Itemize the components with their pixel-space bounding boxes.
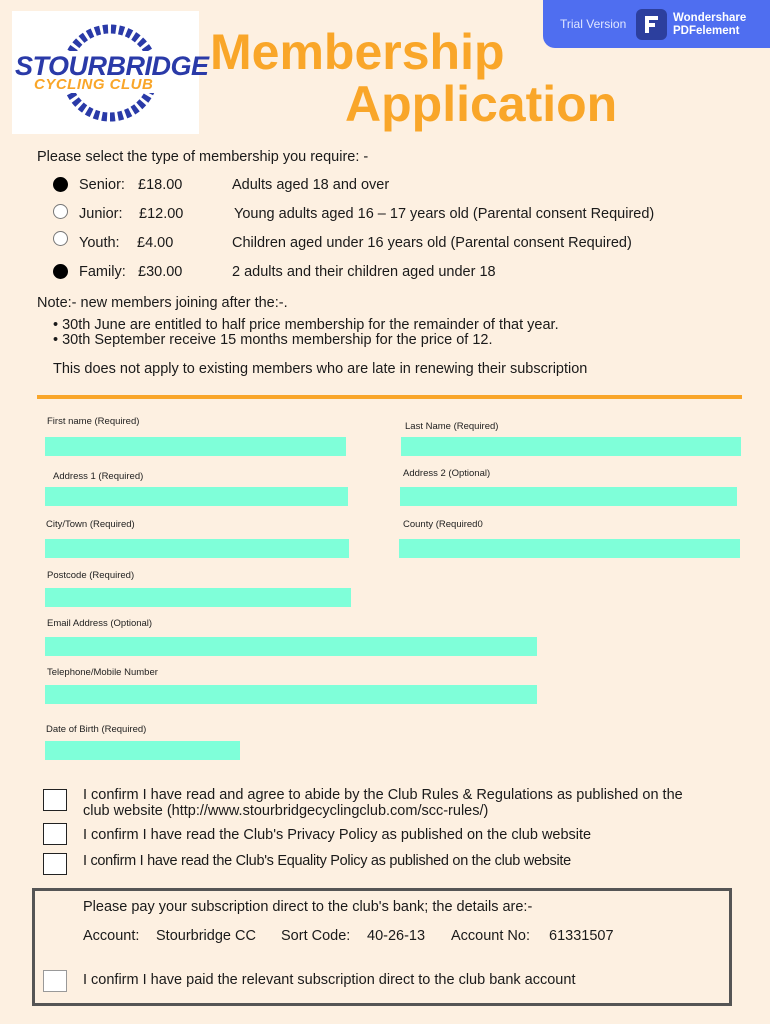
address1-field[interactable] bbox=[45, 487, 348, 506]
paid-checkbox[interactable] bbox=[43, 970, 67, 992]
privacy-checkbox[interactable] bbox=[43, 823, 67, 845]
radio-senior[interactable] bbox=[53, 177, 68, 192]
option-family-name: Family: bbox=[79, 264, 126, 280]
telephone-field[interactable] bbox=[45, 685, 537, 704]
logo-text-stourbridge: STOURBRIDGE bbox=[15, 51, 209, 81]
option-family-price: £30.00 bbox=[138, 264, 183, 280]
option-junior-description: Young adults aged 16 – 17 years old (Parental consent Required) bbox=[234, 206, 655, 222]
city-field[interactable] bbox=[45, 539, 349, 558]
radio-family[interactable] bbox=[53, 264, 68, 279]
equality-checkbox[interactable] bbox=[43, 853, 67, 875]
paid-confirm-text: I confirm I have paid the relevant subscription direct to the club bank account bbox=[83, 972, 576, 988]
rules-confirm-text: I confirm I have read and agree to abide by the Club Rules & Regulations as published on the club website (http://www.stourbridgecyclingclub.com/scc-rules/) bbox=[83, 787, 683, 819]
bank-instruction: Please pay your subscription direct to the club's bank; the details are:- bbox=[83, 899, 533, 915]
rules-checkbox[interactable] bbox=[43, 789, 67, 811]
note-bullet-september: • 30th September receive 15 months membership for the price of 12. bbox=[53, 332, 493, 348]
option-youth-name: Youth: bbox=[79, 235, 120, 251]
club-logo bbox=[12, 11, 209, 134]
radio-junior[interactable] bbox=[53, 204, 68, 219]
page-title-line2: Application bbox=[345, 76, 618, 132]
telephone-label: Telephone/Mobile Number bbox=[47, 667, 158, 678]
sort-code-value: 40-26-13 bbox=[367, 928, 426, 944]
trial-version-label: Trial Version bbox=[560, 17, 627, 31]
sort-code-label: Sort Code: bbox=[281, 928, 351, 944]
option-youth-description: Children aged under 16 years old (Parental consent Required) bbox=[232, 235, 632, 251]
address1-label: Address 1 (Required) bbox=[53, 471, 144, 482]
address2-label: Address 2 (Optional) bbox=[403, 468, 491, 479]
privacy-confirm-text: I confirm I have read the Club's Privacy Policy as published on the club website bbox=[83, 827, 592, 843]
section-divider bbox=[37, 395, 742, 399]
first-name-label: First name (Required) bbox=[47, 416, 140, 427]
radio-youth[interactable] bbox=[53, 231, 68, 246]
note-bullet-june: • 30th June are entitled to half price membership for the remainder of that year. bbox=[53, 317, 559, 333]
email-label: Email Address (Optional) bbox=[47, 618, 153, 629]
option-senior-price: £18.00 bbox=[138, 177, 183, 193]
option-junior-name: Junior: bbox=[79, 206, 123, 222]
dob-field[interactable] bbox=[45, 741, 240, 760]
option-youth-price: £4.00 bbox=[137, 235, 174, 251]
account-value: Stourbridge CC bbox=[156, 928, 256, 944]
dob-label: Date of Birth (Required) bbox=[46, 724, 147, 735]
postcode-field[interactable] bbox=[45, 588, 351, 607]
postcode-label: Postcode (Required) bbox=[47, 570, 135, 581]
email-field[interactable] bbox=[45, 637, 537, 656]
account-number-value: 61331507 bbox=[549, 928, 614, 944]
logo-text-cycling-club: CYCLING CLUB bbox=[34, 76, 154, 93]
address2-field[interactable] bbox=[400, 487, 737, 506]
option-junior-price: £12.00 bbox=[139, 206, 184, 222]
note-heading: Note:- new members joining after the:-. bbox=[37, 295, 288, 311]
note-footer: This does not apply to existing members who are late in renewing their subscription bbox=[53, 361, 588, 377]
last-name-label: Last Name (Required) bbox=[405, 421, 499, 432]
option-senior-description: Adults aged 18 and over bbox=[232, 177, 390, 193]
account-number-label: Account No: bbox=[451, 928, 530, 944]
option-family-description: 2 adults and their children aged under 18 bbox=[232, 264, 496, 280]
last-name-field[interactable] bbox=[401, 437, 741, 456]
membership-prompt: Please select the type of membership you require: - bbox=[37, 149, 369, 165]
page-title-line1: Membership bbox=[210, 24, 505, 80]
city-label: City/Town (Required) bbox=[46, 519, 135, 530]
first-name-field[interactable] bbox=[45, 437, 346, 456]
brand-name: Wondershare PDFelement bbox=[673, 12, 747, 37]
county-field[interactable] bbox=[399, 539, 740, 558]
option-senior-name: Senior: bbox=[79, 177, 125, 193]
trial-version-badge[interactable] bbox=[543, 0, 770, 48]
equality-confirm-text: I confirm I have read the Club's Equality Policy as published on the club website bbox=[83, 853, 571, 869]
account-label: Account: bbox=[83, 928, 140, 944]
county-label: County (Required0 bbox=[403, 519, 483, 530]
pdfelement-icon bbox=[636, 9, 667, 40]
